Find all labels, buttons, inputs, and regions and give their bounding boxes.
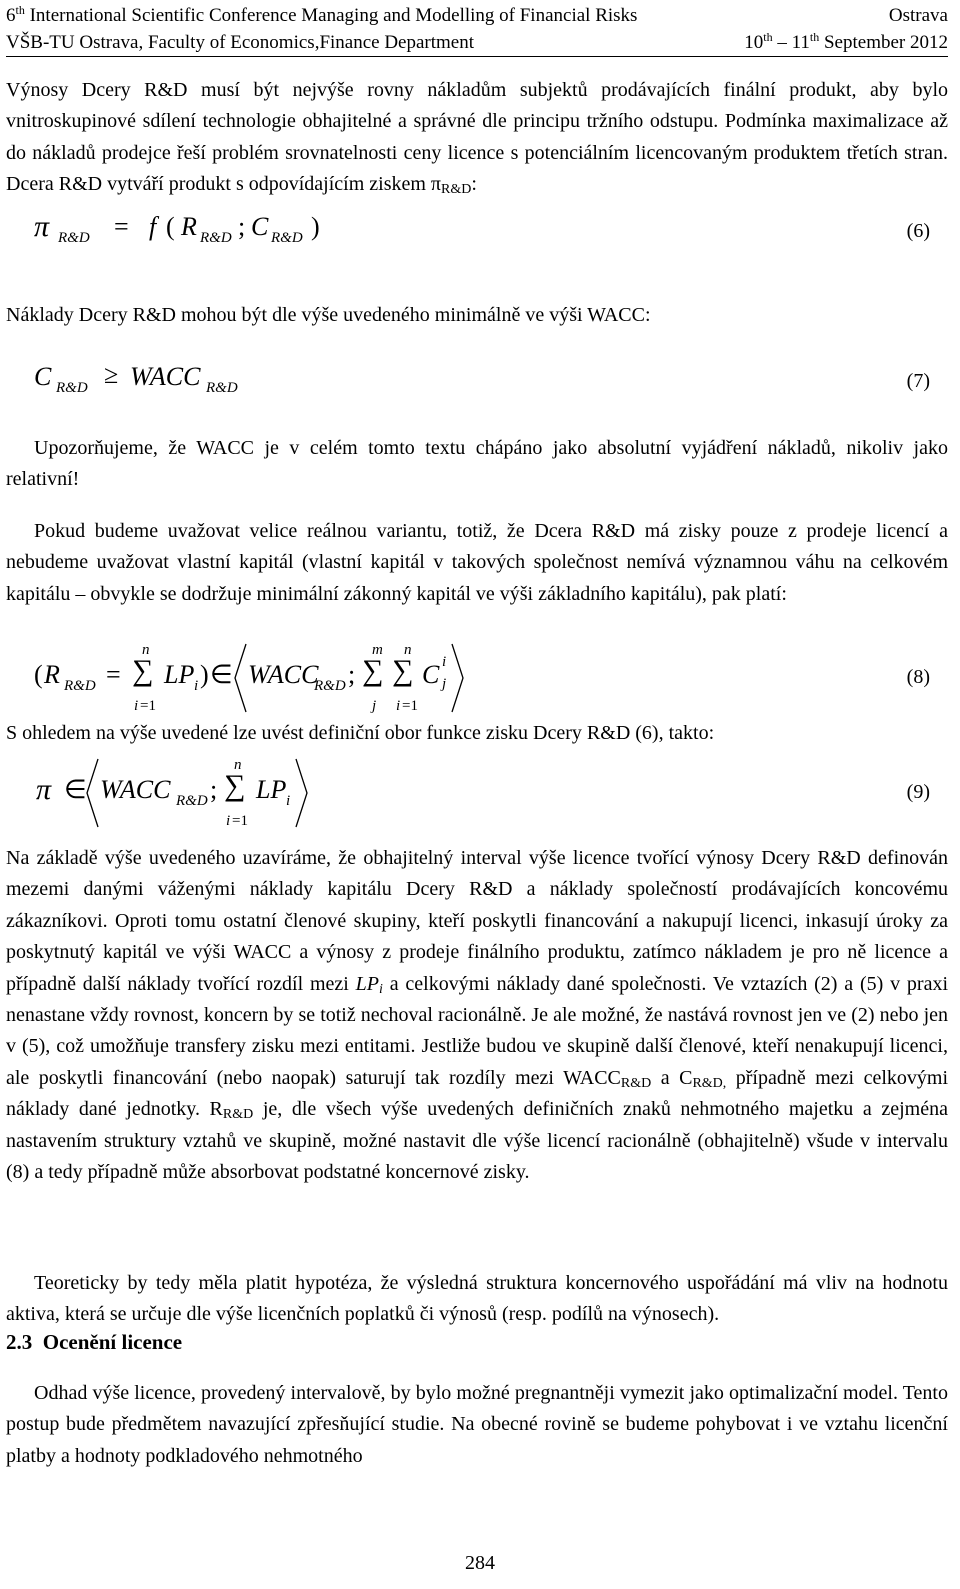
- section-heading: 2.3 Ocenění licence: [6, 1330, 183, 1354]
- left-angle-bracket: [84, 757, 100, 829]
- conference-date: 10th – 11th September 2012: [744, 30, 948, 53]
- paragraph-2: Náklady Dcery R&D mohou být dle výše uvedeného minimálně ve výši WACC:: [6, 304, 651, 326]
- paragraph-8: Odhad výše licence, provedený intervalově, by bylo možné pregnantněji vymezit jako optimalizační model. Tento postup bude předmětem navazující zpřesňující studie. Na obecné rovině se budeme pohybovat i ve vztahu licenční platby a hodnoty podkladového nehmotného: [6, 1382, 948, 1467]
- paragraph-4: Pokud budeme uvažovat velice reálnou variantu, totiž, že Dcera R&D má zisky pouze z prodeje licencí a nebudeme uvažovat vlastní kapitál (vlastní kapitál v takových společnost nemívá významnou váhu na celkovém kapitálu – obvykle se dodržuje minimální zákonný kapitál ve výši základního kapitálu), pak platí:: [6, 520, 948, 605]
- equation-number: (7): [906, 370, 930, 392]
- header-row-2: [6, 29, 948, 56]
- right-angle-bracket: [450, 642, 466, 714]
- left-angle-bracket: [232, 642, 248, 714]
- equation-number: (6): [906, 220, 930, 242]
- paragraph-6: Na základě výše uvedeného uzavíráme, že obhajitelný interval výše licence tvořící výnosy Dcery R&D definován mezemi danými váženými náklady kapitálu Dcery R&D a náklady společností prodávajících koncovému zákazníkovi. Oproti tomu ostatní členové skupiny, kteří poskytli financování a nakupují licenci, inkasují úroky za poskytnutý kapitál ve výši WACC a výnosy z prodeje finálního produktu, zatímco nákladem je pro ně licence a případně další náklady tvořící rozdíl mezi $LP_i$ a celkovými náklady dané společnosti. Ve vztazích (2) a (5) v praxi nenastane vždy rovnost, koncern by se totiž nechoval racionálně. Je ale možné, že nastává rovnost jen ve (2) nebo jen v (5), což umožňuje transfery zisku mezi entitami. Jestliže budou ve skupině další členové, kteří nenakupují licenci, ale poskytli financování (nebo naopak) saturují tak rozdíly mezi $WACC_{R\&D}$ a $C_{R\&D,}$ případně mezi celkovými náklady dané jednotky. $R_{R\&D}$ je, dle všech výše uvedených definičních znaků nehmotného majetku a zejména nastavením struktury vztahů ve skupině, možné nastavit dle výše licencí racionálně (obhajitelně) všude v intervalu (8) a tedy případně může absorbovat podstatné koncernové zisky.: [6, 847, 949, 1184]
- header-row-1: [6, 2, 948, 29]
- paragraph-7: Teoreticky by tedy měla platit hypotéza, že výsledná struktura koncernového uspořádání má vliv na hodnotu aktiva, která se určuje dle výše licenčních poplatků či výnosů (resp. podílů na výnosech).: [6, 1272, 948, 1326]
- conference-organizer: VŠB-TU Ostrava, Faculty of Economics,Finance Department: [6, 32, 475, 53]
- paragraph-3: Upozorňujeme, že WACC je v celém tomto textu chápáno jako absolutní vyjádření nákladů, nikoliv jako relativní!: [6, 437, 948, 491]
- right-angle-bracket: [294, 757, 310, 829]
- page-number: 284: [465, 1552, 495, 1574]
- paragraph-1: Výnosy Dcery R&D musí být nejvýše rovny nákladům subjektů prodávajících finální produkt, aby bylo vnitroskupinové sdílení technologie obhajitelné a správné dle principu tržního odstupu. Podmínka maximalizace až do nákladů prodejce řeší problém srovnatelnosti ceny licence s potenciálním licencovaným produktem třetích stran. Dcera R&D vytváří produkt s odpovídajícím ziskem $\pi_{R\&D}$:: [6, 79, 948, 198]
- equation-6: π R&D = f ( R R&D ; C R&D ) (6): [34, 210, 930, 246]
- equation-8: ( R R&D = n ∑ i =1 LP i ) ∈ WACC R&D ; m ∑ j n ∑ i =1 C i j (8): [34, 642, 930, 714]
- conference-title: 6th International Scientific Conference Managing and Modelling of Financial Risks: [6, 3, 638, 26]
- equation-9: π ∈ WACC R&D ; n ∑ i =1 LP i (9): [36, 757, 930, 829]
- equation-number: (9): [906, 781, 930, 803]
- header-rule: [6, 56, 948, 57]
- paragraph-5: S ohledem na výše uvedené lze uvést definiční obor funkce zisku Dcery R&D (6), takto:: [6, 722, 715, 744]
- equation-7: C R&D ≥ WACC R&D (7): [34, 360, 930, 396]
- equation-number: (8): [906, 666, 930, 688]
- conference-city: Ostrava: [888, 5, 948, 26]
- page-header: [6, 2, 948, 56]
